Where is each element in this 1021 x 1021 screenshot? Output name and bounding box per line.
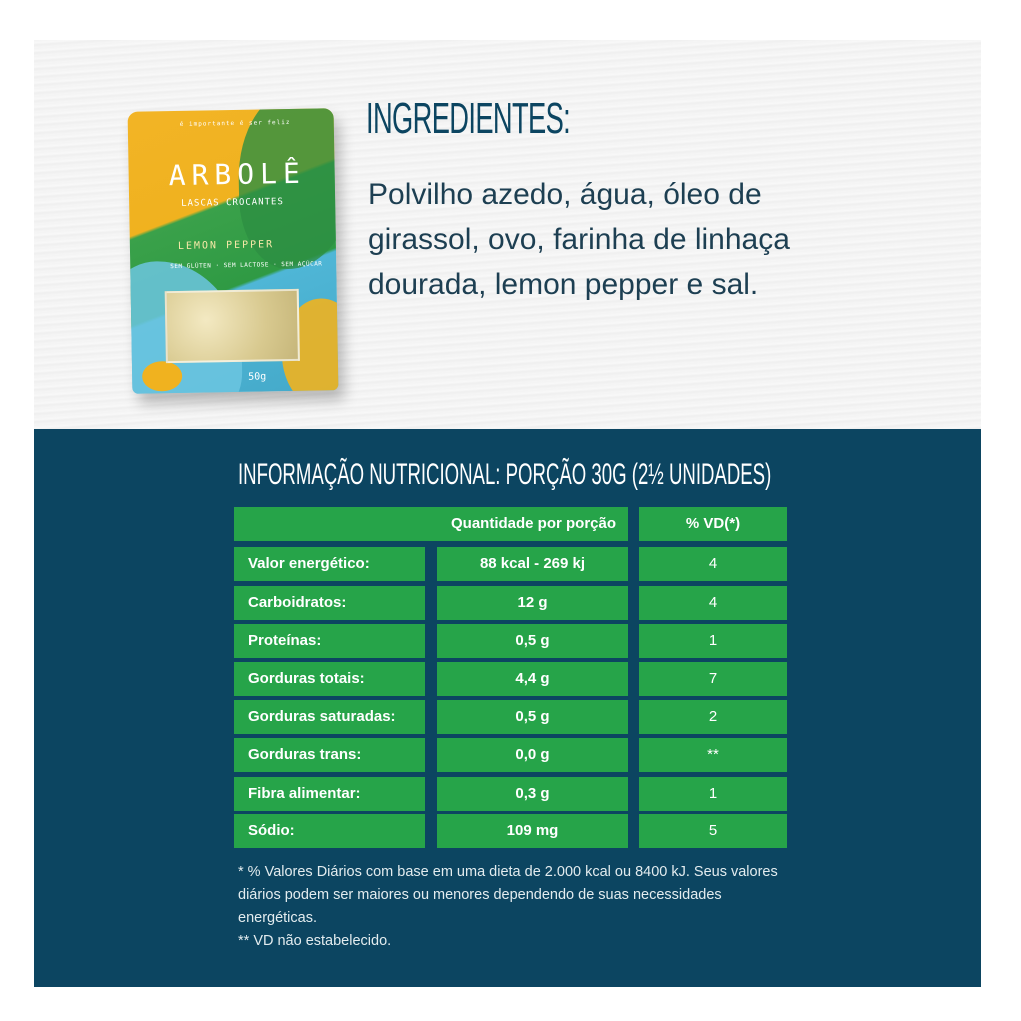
row-label: Valor energético: (234, 547, 425, 581)
row-label: Gorduras saturadas: (234, 700, 425, 734)
row-quantity: 109 mg (437, 814, 628, 848)
row-vd: 1 (639, 624, 787, 658)
header-quantity: Quantidade por porção (234, 507, 628, 541)
row-vd: ** (639, 738, 787, 772)
row-quantity: 0,5 g (437, 700, 628, 734)
row-vd: 4 (639, 586, 787, 620)
row-label: Carboidratos: (234, 586, 425, 620)
package-weight: 50g (248, 371, 267, 383)
row-label: Gorduras totais: (234, 662, 425, 696)
row-quantity: 0,0 g (437, 738, 628, 772)
ingredients-title: INGREDIENTES: (366, 94, 571, 143)
row-quantity: 12 g (437, 586, 628, 620)
ingredients-text: Polvilho azedo, água, óleo de girassol, ovo, farinha de linhaça dourada, lemon pepper e sal. (368, 178, 790, 301)
nutrition-title: INFORMAÇÃO NUTRICIONAL: PORÇÃO 30G (2½ UNIDADES) (238, 458, 772, 491)
package-subtitle: LASCAS CROCANTES (181, 197, 284, 209)
package-claims: SEM GLÚTEN · SEM LACTOSE · SEM AÇÚCAR (170, 260, 323, 271)
row-label: Sódio: (234, 814, 425, 848)
product-info-card (34, 40, 981, 987)
row-label: Gorduras trans: (234, 738, 425, 772)
row-vd: 5 (639, 814, 787, 848)
row-vd: 2 (639, 700, 787, 734)
row-quantity: 4,4 g (437, 662, 628, 696)
package-flavor: LEMON PEPPER (177, 239, 275, 252)
product-package-image (128, 108, 339, 394)
row-quantity: 0,5 g (437, 624, 628, 658)
row-quantity: 0,3 g (437, 777, 628, 811)
row-vd: 4 (639, 547, 787, 581)
row-label: Proteínas: (234, 624, 425, 658)
row-vd: 7 (639, 662, 787, 696)
package-tagline: é importante é ser feliz (179, 118, 291, 128)
row-label: Fibra alimentar: (234, 777, 425, 811)
footnote-daily-values: * % Valores Diários com base em uma dieta de 2.000 kcal ou 8400 kJ. Seus valores diários podem ser maiores ou menores dependendo de suas necessidades energéticas. (238, 864, 778, 926)
footnote-vd: ** VD não estabelecido. (238, 933, 392, 949)
nutrition-footnotes (238, 861, 798, 953)
package-brand: ARBOLÊ (168, 156, 307, 193)
row-quantity: 88 kcal - 269 kj (437, 547, 628, 581)
header-vd: % VD(*) (639, 507, 787, 541)
package-window (165, 289, 300, 363)
row-vd: 1 (639, 777, 787, 811)
